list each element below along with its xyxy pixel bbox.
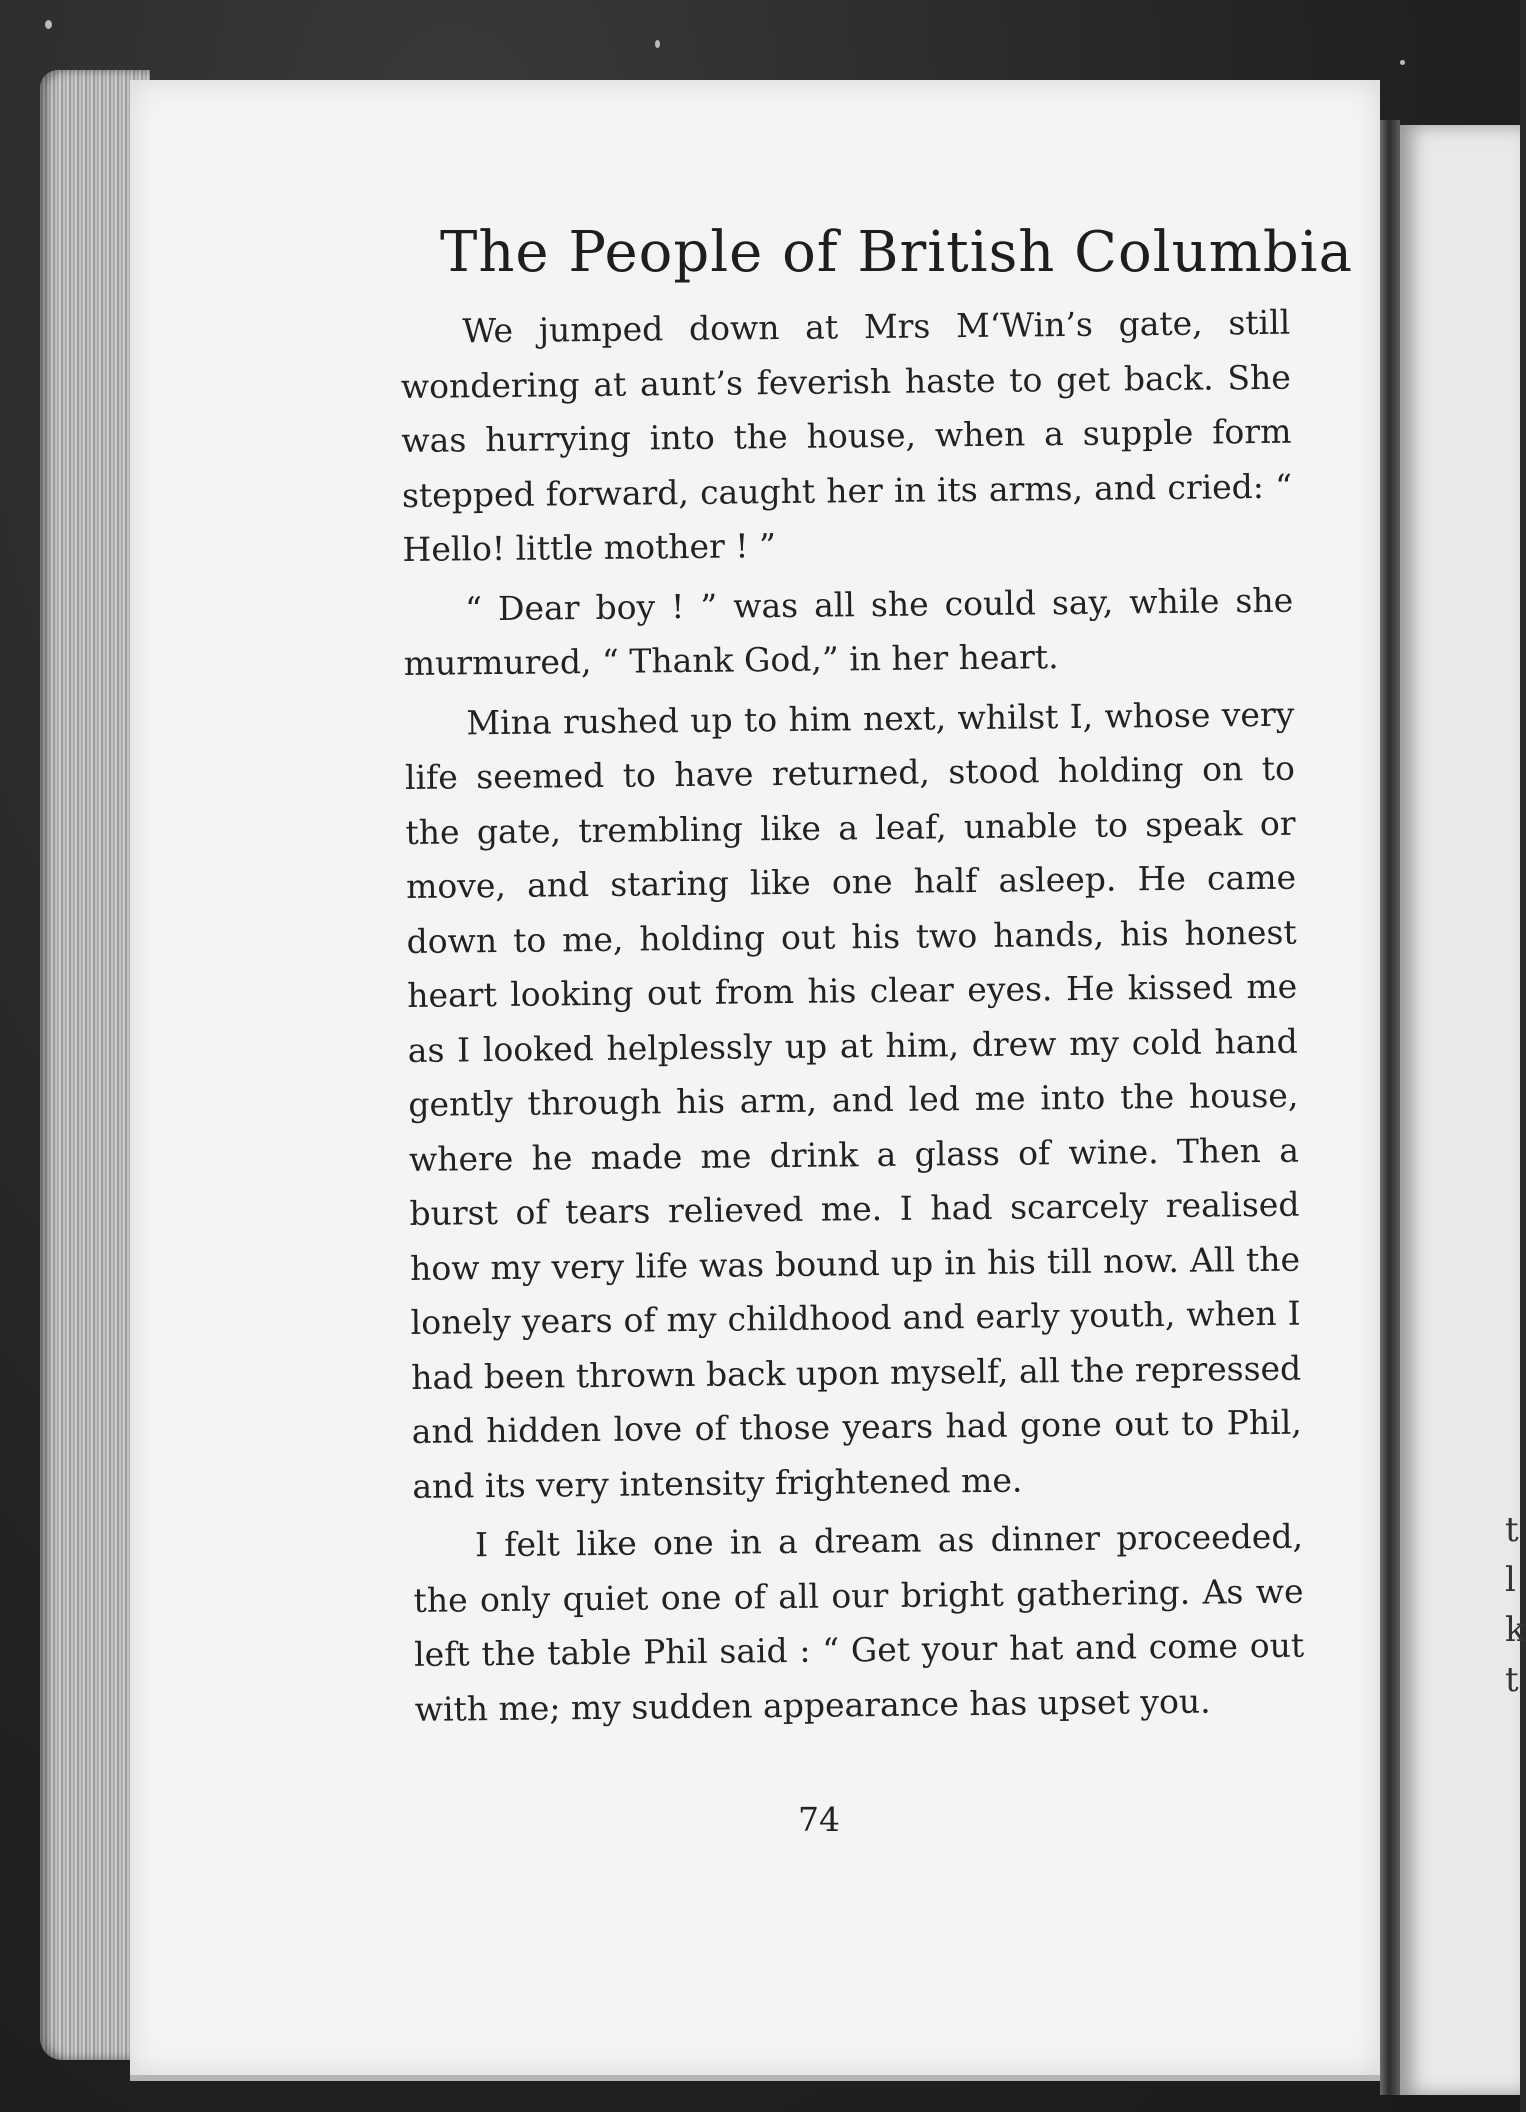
dust-speck bbox=[45, 20, 52, 29]
paragraph: I felt like one in a dream as dinner proceeded, the only quiet one of all our bright gathering. As we left the table Phil said : “ Get your hat and come out with me; my sudden appearance has upset you. bbox=[413, 1516, 1305, 1729]
page-number: 74 bbox=[798, 1800, 840, 1839]
paragraph: We jumped down at Mrs M‘Win’s gate, still wondering at aunt’s feverish haste to get back. She was hurrying into the house, when a supple form stepped forward, caught her in its arms, and cried: “ Hello! little mother ! ” bbox=[400, 302, 1293, 569]
dust-speck bbox=[655, 40, 660, 48]
paragraph: Mina rushed up to him next, whilst I, whose very life seemed to have returned, stood holding on to the gate, trembling like a leaf, unable to speak or move, and staring like one half asleep. He came down to me, holding out his two hands, his honest heart looking out from his clear eyes. He kissed me as I looked helplessly up at him, drew my cold hand gently through his arm, and led me into the house, where he made me drink a glass of wine. Then a burst of tears relieved me. I had scarcely realised how my very life was bound up in his till now. All the lonely years of my childhood and early youth, when I had been thrown back upon myself, all the repressed and hidden love of those years had gone out to Phil, and its very intensity frightened me. bbox=[404, 694, 1302, 1506]
facing-page bbox=[1400, 125, 1520, 2095]
page-body bbox=[400, 296, 1305, 1742]
book-gutter bbox=[1380, 120, 1400, 2095]
dust-speck bbox=[1400, 60, 1405, 65]
paragraph: “ Dear boy ! ” was all she could say, while she murmured, “ Thank God,” in her heart. bbox=[403, 580, 1294, 683]
page-title: The People of British Columbia bbox=[440, 220, 1353, 285]
facing-page-letters: t l k t bbox=[1505, 1510, 1526, 1700]
